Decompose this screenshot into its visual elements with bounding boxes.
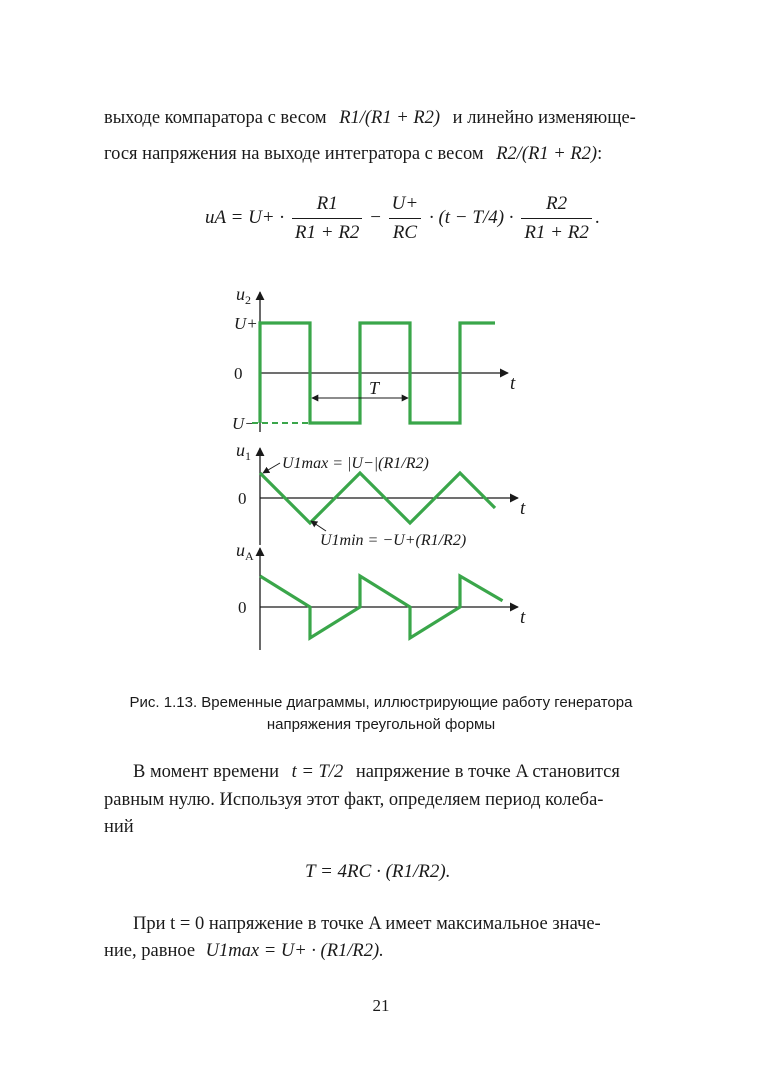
para1-line-1-expr: t = T/2 bbox=[291, 762, 344, 782]
y-axis-label-sub: 2 bbox=[245, 293, 251, 307]
intro-line-2-text: гося напряжения на выходе интегратора с весом bbox=[104, 144, 484, 164]
para2-line-2 bbox=[104, 942, 384, 961]
y-axis-label-main: u bbox=[236, 440, 245, 460]
period-label: T bbox=[368, 378, 380, 398]
para2-line-2-expr: U1max = U+ · (R1/R2). bbox=[205, 941, 384, 961]
eq1-f2-num: U+ bbox=[389, 193, 422, 219]
eq1-lhs: uA = U+ · bbox=[205, 206, 285, 228]
annotation-min: U1min = −U+(R1/R2) bbox=[320, 532, 467, 549]
intro-line-1-expr: R1/(R1 + R2) bbox=[339, 108, 441, 128]
figure-caption bbox=[0, 692, 762, 736]
intro-line-1-text: выходе компаратора с весом bbox=[104, 108, 327, 128]
y-tick-label-uplus: U+ bbox=[234, 314, 258, 333]
y-axis-label bbox=[236, 540, 254, 563]
caption-line-2: напряжения треугольной формы bbox=[266, 716, 496, 733]
para1-line-1-b: напряжение в точке A становится bbox=[355, 762, 620, 782]
eq1-f3-num: R2 bbox=[521, 193, 592, 219]
chart-uA bbox=[236, 540, 526, 650]
annotation-max: U1max = |U−|(R1/R2) bbox=[282, 455, 429, 472]
intro-line-2-end: : bbox=[597, 144, 603, 164]
intro-line-2-expr: R2/(R1 + R2) bbox=[496, 144, 598, 164]
x-axis-label: t bbox=[520, 607, 526, 628]
para2-line-1: При t = 0 напряжение в точке A имеет максимальное значе- bbox=[133, 914, 601, 934]
caption-line-1: Рис. 1.13. Временные диаграммы, иллюстрирующие работу генератора bbox=[129, 694, 633, 711]
y-tick-label-zero: 0 bbox=[234, 364, 243, 383]
chart-u2 bbox=[232, 284, 516, 433]
eq1-f2-den: RC bbox=[392, 222, 418, 243]
para1-line-1-a: В момент времени bbox=[133, 762, 280, 782]
para1-line-2: равным нулю. Используя этот факт, определяем период колеба- bbox=[104, 790, 604, 810]
para1-line-1 bbox=[133, 763, 620, 782]
chart-u1 bbox=[236, 440, 526, 549]
para2-line-2-a: ние, равное bbox=[104, 941, 196, 961]
y-axis-label bbox=[236, 440, 251, 463]
eq1-f3-den: R1 + R2 bbox=[524, 222, 589, 243]
x-axis-label: t bbox=[520, 498, 526, 519]
y-axis-label-sub: 1 bbox=[245, 449, 251, 463]
para1-line-3: ний bbox=[104, 817, 134, 837]
page-number: 21 bbox=[372, 996, 390, 1015]
y-tick-label-zero: 0 bbox=[238, 598, 247, 617]
intro-line-1-end: и линейно изменяюще- bbox=[452, 108, 636, 128]
min-pointer bbox=[311, 521, 326, 531]
y-tick-label-uminus: U− bbox=[232, 414, 256, 433]
eq1-mid: · (t − T/4) · bbox=[428, 206, 514, 228]
max-pointer bbox=[263, 463, 280, 473]
x-axis-label: t bbox=[510, 373, 516, 394]
eq1-end: . bbox=[594, 206, 600, 228]
y-axis-label bbox=[236, 284, 251, 307]
eq1-minus: − bbox=[370, 206, 381, 228]
eq1-f1-num: R1 bbox=[292, 193, 363, 219]
y-tick-label-zero: 0 bbox=[238, 489, 247, 508]
eq1-f1-den: R1 + R2 bbox=[294, 222, 360, 243]
y-axis-label-main: u bbox=[236, 540, 245, 560]
equation-period: T = 4RC · (R1/R2). bbox=[305, 861, 451, 882]
y-axis-label-main: u bbox=[236, 284, 245, 304]
y-axis-label-sub: A bbox=[245, 549, 254, 563]
